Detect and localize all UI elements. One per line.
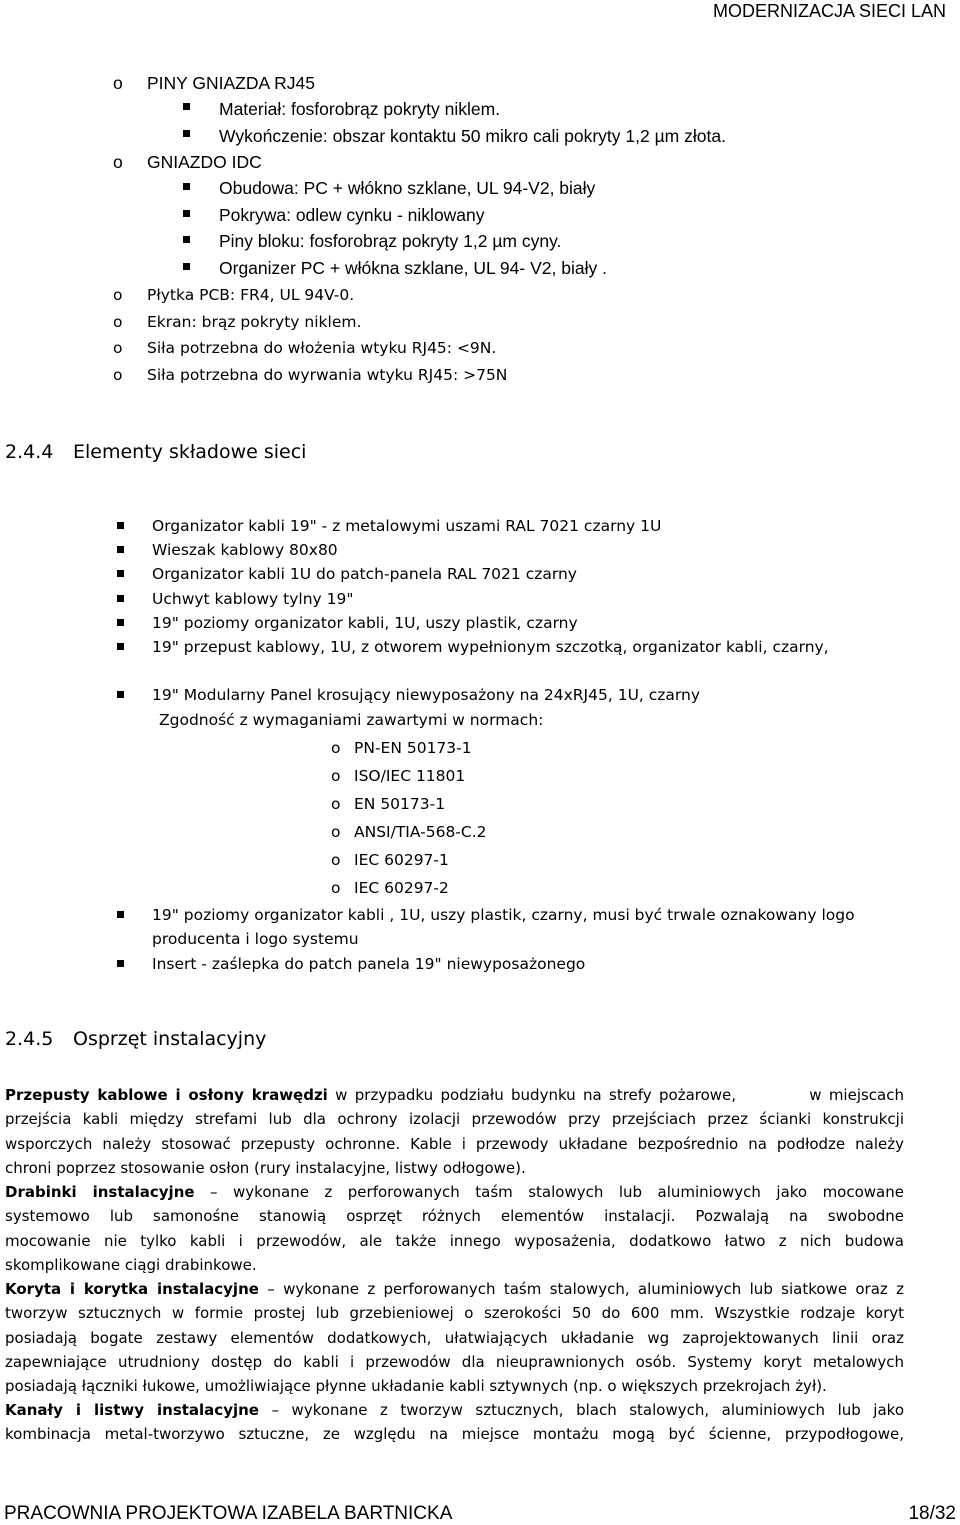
bold-term: Kanały i listwy instalacyjne xyxy=(5,1401,259,1419)
list-marker-o: o xyxy=(331,739,341,757)
norm-item: IEC 60297-2 xyxy=(354,879,449,897)
list-item: 19" Modularny Panel krosujący niewyposażony na 24xRJ45, 1U, czarny xyxy=(152,686,701,704)
paragraph-line: chroni poprzez stosowanie osłon (rury instalacyjne, listwy odłogowe). xyxy=(5,1158,526,1177)
list-item: 19" poziomy organizator kabli, 1U, uszy plastik, czarny xyxy=(152,614,578,632)
square-bullet-icon xyxy=(117,595,124,602)
conformity-text: Zgodność z wymaganiami zawartymi w normach: xyxy=(159,711,544,729)
paragraph-cable-glands xyxy=(5,1083,904,1180)
list-item: Organizator kabli 1U do patch-panela RAL 7021 czarny xyxy=(152,565,577,583)
paragraph-line: zapewniające utrudniony dostęp do kabli i przewodów dla nieuprawnionych osób. Systemy koryt metalowych xyxy=(5,1352,904,1371)
square-bullet-icon xyxy=(183,183,190,190)
list-item: Insert - zaślepka do patch panela 19" niewyposażonego xyxy=(152,955,586,973)
list-marker-o: o xyxy=(113,152,123,172)
norm-item: PN-EN 50173-1 xyxy=(354,739,472,757)
paragraph-line: skomplikowane ciągi drabinkowe. xyxy=(5,1255,257,1274)
list-item: Siła potrzebna do włożenia wtyku RJ45: <9N. xyxy=(147,339,497,357)
bold-term: Koryta i korytka instalacyjne xyxy=(5,1280,259,1298)
paragraph-line: wsporczych należy stosować przepusty ochronne. Kable i przewody układane bezpośrednio na podłodze należy xyxy=(5,1134,904,1153)
list-item: 19" poziomy organizator kabli , 1U, uszy plastik, czarny, musi być trwale oznakowany logo xyxy=(152,906,855,924)
list-item: Siła potrzebna do wyrwania wtyku RJ45: >75N xyxy=(147,366,508,384)
paragraph-line xyxy=(5,1398,904,1422)
list-item: Wykończenie: obszar kontaktu 50 mikro cali pokryty 1,2 µm złota. xyxy=(219,126,726,146)
square-bullet-icon xyxy=(183,103,190,110)
list-item: GNIAZDO IDC xyxy=(147,152,262,172)
list-item: PINY GNIAZDA RJ45 xyxy=(147,73,315,93)
footer-company: PRACOWNIA PROJEKTOWA IZABELA BARTNICKA xyxy=(4,1503,453,1524)
paragraph-line: posiadają łączniki łukowe, umożliwiające płynne układanie kabli sztywnych (np. o większych przekrojach żył). xyxy=(5,1377,827,1396)
paragraph-text: w przypadku podziału budynku na strefy pożarowe, w miejscach xyxy=(335,1086,904,1104)
square-bullet-icon xyxy=(117,643,124,650)
section-number: 2.4.5 xyxy=(5,1028,54,1050)
paragraph-line: kombinacja metal-tworzywo sztuczne, ze względu na miejsce montażu mogą być ścienne, przypodłogowe, xyxy=(5,1425,904,1444)
list-item: Organizator kabli 19" - z metalowymi uszami RAL 7021 czarny 1U xyxy=(152,517,662,535)
paragraph-cable-ladders xyxy=(5,1180,904,1277)
norm-item: ANSI/TIA-568-C.2 xyxy=(354,823,487,841)
paragraph-text: – wykonane z tworzyw sztucznych, blach stalowych, aluminiowych lub jako xyxy=(271,1401,904,1419)
norm-item: ISO/IEC 11801 xyxy=(354,767,466,785)
paragraph-text: – wykonane z perforowanych taśm stalowych, aluminiowych lub siatkowe oraz z xyxy=(267,1280,904,1298)
paragraph-line: mocowanie nie tylko kabli i przewodów, ale także innego wyposażenia, dodatkowo łatwo z nich budowa xyxy=(5,1231,904,1250)
square-bullet-icon xyxy=(117,691,124,698)
square-bullet-icon xyxy=(117,522,124,529)
list-marker-o: o xyxy=(113,366,123,384)
list-item: Organizer PC + włókna szklane, UL 94- V2, biały . xyxy=(219,258,607,278)
list-item-continuation: producenta i logo systemu xyxy=(152,930,359,948)
list-item: Ekran: brąz pokryty niklem. xyxy=(147,313,362,331)
list-marker-o: o xyxy=(113,73,123,93)
square-bullet-icon xyxy=(183,130,190,137)
list-item: Piny bloku: fosforobrąz pokryty 1,2 µm cyny. xyxy=(219,231,562,251)
list-marker-o: o xyxy=(331,767,341,785)
paragraph-line xyxy=(5,1277,904,1301)
paragraph-cable-ducts xyxy=(5,1398,904,1447)
bold-term: Przepusty kablowe i osłony krawędzi xyxy=(5,1086,328,1104)
norm-item: IEC 60297-1 xyxy=(354,851,449,869)
list-item: 19" przepust kablowy, 1U, z otworem wypełnionym szczotką, organizator kabli, czarny, xyxy=(152,638,829,656)
bold-term: Drabinki instalacyjne xyxy=(5,1183,195,1201)
list-item: Wieszak kablowy 80x80 xyxy=(152,541,338,559)
list-item: Materiał: fosforobrąz pokryty niklem. xyxy=(219,99,501,119)
square-bullet-icon xyxy=(183,210,190,217)
list-marker-o: o xyxy=(331,851,341,869)
section-title: Osprzęt instalacyjny xyxy=(73,1028,267,1050)
list-item: Pokrywa: odlew cynku - niklowany xyxy=(219,205,485,225)
list-item: Płytka PCB: FR4, UL 94V-0. xyxy=(147,286,355,304)
paragraph-line: posiadają bogate zestawy elementów dodatkowych, ułatwiających układanie wg zaprojektowanych linii oraz xyxy=(5,1328,904,1347)
list-item: Uchwyt kablowy tylny 19" xyxy=(152,590,354,608)
paragraph-line xyxy=(5,1083,904,1107)
list-marker-o: o xyxy=(331,795,341,813)
list-marker-o: o xyxy=(331,879,341,897)
norm-item: EN 50173-1 xyxy=(354,795,446,813)
section-number: 2.4.4 xyxy=(5,441,54,463)
page-header-title: MODERNIZACJA SIECI LAN xyxy=(712,1,946,21)
square-bullet-icon xyxy=(117,911,124,918)
list-marker-o: o xyxy=(331,823,341,841)
square-bullet-icon xyxy=(117,570,124,577)
paragraph-line: tworzyw sztucznych w formie prostej lub grzebieniowej o szerokości 50 do 600 mm. Wszystkie rodzaje koryt xyxy=(5,1304,904,1323)
square-bullet-icon xyxy=(117,960,124,967)
list-marker-o: o xyxy=(113,313,123,331)
square-bullet-icon xyxy=(117,619,124,626)
square-bullet-icon xyxy=(117,546,124,553)
square-bullet-icon xyxy=(183,236,190,243)
list-marker-o: o xyxy=(113,286,123,304)
paragraph-text: – wykonane z perforowanych taśm stalowych lub aluminiowych jako mocowane xyxy=(210,1183,904,1201)
list-item: Obudowa: PC + włókno szklane, UL 94-V2, biały xyxy=(219,178,596,198)
paragraph-line xyxy=(5,1180,904,1204)
square-bullet-icon xyxy=(183,263,190,270)
section-title: Elementy składowe sieci xyxy=(73,441,307,463)
list-marker-o: o xyxy=(113,339,123,357)
paragraph-cable-trays xyxy=(5,1277,904,1398)
footer-page-number: 18/32 xyxy=(908,1503,956,1524)
paragraph-line: systemowo lub samonośne stanowią osprzęt różnych elementów instalacji. Pozwalają na swobodne xyxy=(5,1207,904,1226)
paragraph-line: przejścia kabli między strefami lub dla ochrony izolacji przewodów przy przejściach przez ścianki konstrukcji xyxy=(5,1110,904,1129)
